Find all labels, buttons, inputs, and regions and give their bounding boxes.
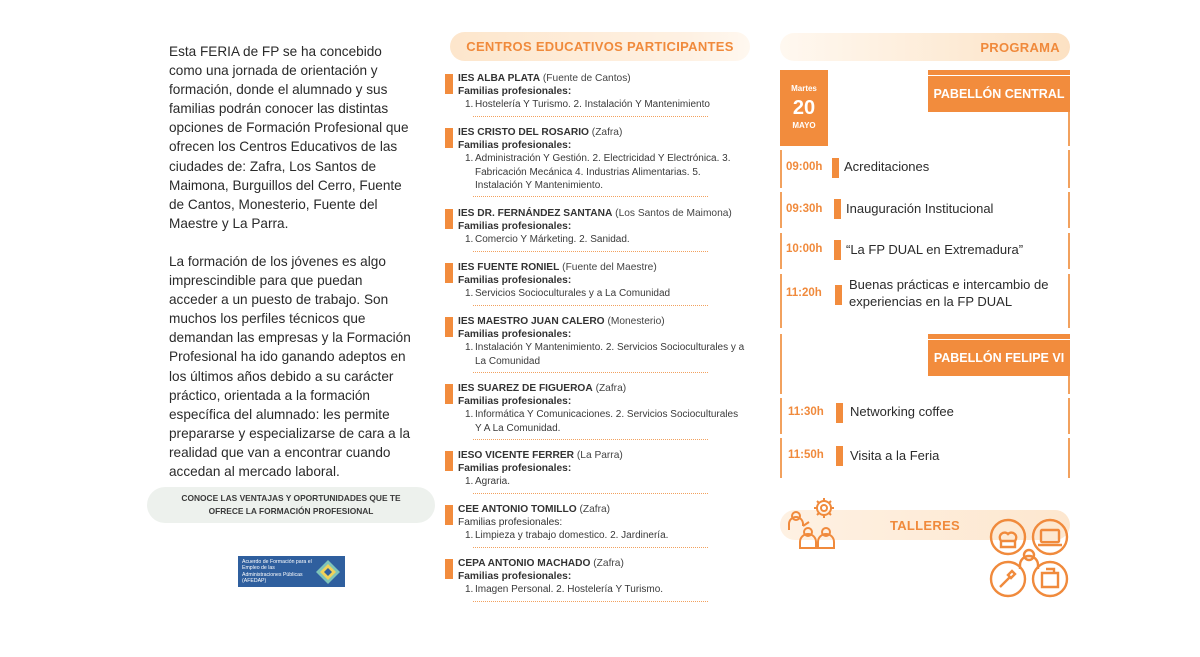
list-number: 1. xyxy=(465,288,474,300)
school-marker xyxy=(445,384,453,404)
families-list xyxy=(465,408,755,435)
school-item xyxy=(445,126,755,197)
families-text: Instalación Y Mantenimiento. 2. Servicios Socioculturales y a La Comunidad xyxy=(475,342,745,367)
slot-right-rule xyxy=(1068,398,1070,434)
dotted-divider xyxy=(473,116,708,117)
school-item xyxy=(445,207,755,252)
pavilion-central-label xyxy=(928,76,1070,112)
families-label: Familias profesionales: xyxy=(458,517,563,529)
slot-right-rule xyxy=(1068,233,1070,269)
slot-title: Acreditaciones xyxy=(844,159,930,174)
families-list xyxy=(465,583,755,596)
families-text: Servicios Socioculturales y a La Comunidad xyxy=(475,288,671,300)
date-badge xyxy=(780,70,828,146)
school-town: (Zafra) xyxy=(579,504,611,515)
school-marker xyxy=(445,505,453,525)
slot-left-rule xyxy=(780,398,782,434)
slot-time: 09:30h xyxy=(786,203,823,215)
families-list xyxy=(465,287,755,300)
school-name-line xyxy=(458,315,755,328)
slot-title: Visita a la Feria xyxy=(850,448,940,463)
school-name: CEPA ANTONIO MACHADO xyxy=(458,558,591,569)
program-heading-text: PROGRAMA xyxy=(980,39,1060,55)
pavilion-central-rule xyxy=(1068,112,1070,146)
school-town: (Los Santos de Maimona) xyxy=(615,208,732,219)
school-item xyxy=(445,72,755,117)
centers-heading-text: CENTROS EDUCATIVOS PARTICIPANTES xyxy=(466,39,734,54)
pavilion-central-topbar xyxy=(928,70,1070,75)
slot-title: “La FP DUAL en Extremadura” xyxy=(846,242,1024,257)
slot-marker xyxy=(836,403,843,423)
school-name: IES DR. FERNÁNDEZ SANTANA xyxy=(458,208,613,219)
date-month: MAYO xyxy=(792,121,816,130)
intro-text xyxy=(169,42,414,481)
list-number: 1. xyxy=(465,99,474,111)
program-slot xyxy=(780,438,1070,478)
slot-right-rule xyxy=(1068,438,1070,478)
slot-marker xyxy=(832,158,839,178)
school-name-line xyxy=(458,126,755,139)
advantages-text: CONOCE LAS VENTAJAS Y OPORTUNIDADES QUE TE OFRECE LA FORMACIÓN PROFESIONAL xyxy=(181,493,401,516)
list-number: 1. xyxy=(465,530,474,542)
intro-paragraph-1: Esta FERIA de FP se ha concebido como una jornada de orientación y formación, donde el alumnado y sus familias podrán conocer las distintas opciones de Formación Profesional que ofrecen los Centros Educativos de las ciudades de: Zafra, Los Santos de Maimona, Burguillos del Cerro, Fuente de Cantos, Monesterio, Fuente del Maestre y La Parra. xyxy=(169,44,409,231)
list-number: 1. xyxy=(465,153,474,165)
school-town: (Monesterio) xyxy=(607,316,665,327)
list-number: 1. xyxy=(465,342,474,354)
families-list xyxy=(465,475,755,488)
list-number: 1. xyxy=(465,234,474,246)
school-name-line xyxy=(458,382,755,395)
team-gear-icon xyxy=(786,496,842,552)
dotted-divider xyxy=(473,305,708,306)
school-name: IES FUENTE RONIEL xyxy=(458,262,560,273)
slot-marker xyxy=(834,199,841,219)
school-name-line xyxy=(458,503,755,516)
school-name-line xyxy=(458,449,755,462)
slot-time: 11:30h xyxy=(788,406,824,418)
slot-title: Buenas prácticas e intercambio de experiencias en la FP DUAL xyxy=(849,277,1049,309)
families-label: Familias profesionales: xyxy=(458,463,572,475)
school-item xyxy=(445,382,755,440)
school-item xyxy=(445,315,755,373)
slot-left-rule xyxy=(780,192,782,228)
program-heading xyxy=(780,33,1070,61)
families-label: Familias profesionales: xyxy=(458,221,572,233)
program-slot xyxy=(780,398,1070,434)
slot-time: 10:00h xyxy=(786,243,823,255)
school-name: IES ALBA PLATA xyxy=(458,73,541,84)
families-text: Hostelería Y Turismo. 2. Instalación Y Mantenimiento xyxy=(475,99,710,111)
slot-marker xyxy=(835,285,842,305)
advantages-banner xyxy=(147,487,435,523)
dotted-divider xyxy=(473,196,708,197)
slot-left-rule xyxy=(780,438,782,478)
pavilion-felipe-text: PABELLÓN FELIPE VI xyxy=(933,351,1065,365)
families-label: Familias profesionales: xyxy=(458,571,572,583)
families-text: Imagen Personal. 2. Hostelería Y Turismo. xyxy=(475,584,664,596)
slot-title: Networking coffee xyxy=(850,404,954,419)
slot-left-rule xyxy=(780,233,782,269)
school-item xyxy=(445,557,755,602)
program-slot xyxy=(780,233,1070,269)
families-list xyxy=(465,529,755,542)
school-marker xyxy=(445,74,453,94)
school-marker xyxy=(445,451,453,471)
dotted-divider xyxy=(473,439,708,440)
dotted-divider xyxy=(473,251,708,252)
school-name-line xyxy=(458,557,755,570)
families-label: Familias profesionales: xyxy=(458,329,572,341)
school-name: IES MAESTRO JUAN CALERO xyxy=(458,316,605,327)
school-town: (Zafra) xyxy=(595,383,627,394)
intro-paragraph-2: La formación de los jóvenes es algo imprescindible para que puedan acceder a un puesto de trabajo. Son muchos los perfiles técnicos que demandan las empresas y la Formación Profesional ha ido ganando adeptos en los últimos años debido a su carácter práctico, orientada a la formación específica del alumnado: les permite prepararse y especializarse de cara a la realidad que van a encontrar cuando accedan al mercado laboral. xyxy=(169,253,411,479)
afedap-emblem-icon xyxy=(315,559,341,585)
dotted-divider xyxy=(473,601,708,602)
families-text: Agraria. xyxy=(475,476,511,488)
families-list xyxy=(465,152,755,192)
afedap-logo xyxy=(238,556,345,587)
school-marker xyxy=(445,317,453,337)
pavilion-felipe-right-rule xyxy=(1068,376,1070,394)
families-list xyxy=(465,233,755,246)
school-name: IESO VICENTE FERRER xyxy=(458,450,575,461)
school-item xyxy=(445,449,755,494)
list-number: 1. xyxy=(465,476,474,488)
families-text: Limpieza y trabajo domestico. 2. Jardinería. xyxy=(475,530,669,542)
slot-marker xyxy=(834,240,841,260)
afedap-logo-text: Acuerdo de Formación para el Empleo de las Administraciones Públicas (AFEDAP) xyxy=(242,559,312,584)
slot-time: 11:20h xyxy=(786,287,822,299)
date-weekday: Martes xyxy=(791,84,817,93)
program-slot xyxy=(780,192,1070,228)
school-name-line xyxy=(458,207,755,220)
slot-right-rule xyxy=(1068,150,1070,188)
trades-icon xyxy=(988,517,1072,601)
school-item xyxy=(445,503,755,548)
school-town: (La Parra) xyxy=(576,450,623,461)
families-list xyxy=(465,341,755,368)
school-name: IES SUAREZ DE FIGUEROA xyxy=(458,383,593,394)
program-slot xyxy=(780,150,1070,188)
school-name: CEE ANTONIO TOMILLO xyxy=(458,504,577,515)
pavilion-central-text: PABELLÓN CENTRAL xyxy=(933,87,1065,101)
school-marker xyxy=(445,209,453,229)
dotted-divider xyxy=(473,493,708,494)
school-name-line xyxy=(458,261,755,274)
families-list xyxy=(465,98,755,111)
dotted-divider xyxy=(473,372,708,373)
slot-left-rule xyxy=(780,150,782,188)
pavilion-felipe-topbar xyxy=(928,334,1070,339)
slot-right-rule xyxy=(1068,274,1070,328)
date-day: 20 xyxy=(792,97,816,119)
workshops-text: TALLERES xyxy=(889,517,961,533)
school-marker xyxy=(445,559,453,579)
school-name: IES CRISTO DEL ROSARIO xyxy=(458,127,589,138)
school-town: (Zafra) xyxy=(591,127,623,138)
school-marker xyxy=(445,128,453,148)
dotted-divider xyxy=(473,547,708,548)
slot-marker xyxy=(836,446,843,466)
list-number: 1. xyxy=(465,584,474,596)
slot-left-rule xyxy=(780,274,782,328)
families-text: Comercio Y Márketing. 2. Sanidad. xyxy=(475,234,630,246)
families-label: Familias profesionales: xyxy=(458,275,572,287)
families-text: Informática Y Comunicaciones. 2. Servicios Socioculturales Y A La Comunidad. xyxy=(475,409,739,434)
pavilion-felipe-left-rule xyxy=(780,334,782,394)
slot-time: 09:00h xyxy=(786,161,823,173)
school-marker xyxy=(445,263,453,283)
school-town: (Fuente del Maestre) xyxy=(562,262,657,273)
families-label: Familias profesionales: xyxy=(458,86,572,98)
slot-right-rule xyxy=(1068,192,1070,228)
school-town: (Zafra) xyxy=(593,558,624,569)
list-number: 1. xyxy=(465,409,474,421)
school-item xyxy=(445,261,755,306)
pavilion-felipe-label xyxy=(928,340,1070,376)
centers-heading xyxy=(450,32,750,61)
families-label: Familias profesionales: xyxy=(458,140,572,152)
school-name-line xyxy=(458,72,755,85)
program-slot xyxy=(780,274,1070,328)
slot-title: Inauguración Institucional xyxy=(846,201,994,216)
slot-time: 11:50h xyxy=(788,449,824,461)
families-text: Administración Y Gestión. 2. Electricidad Y Electrónica. 3. Fabricación Mecánica 4. Industrias Alimentarias. 5. Instalación Y Mantenimiento. xyxy=(475,153,731,191)
families-label: Familias profesionales: xyxy=(458,396,572,408)
school-town: (Fuente de Cantos) xyxy=(542,73,631,84)
